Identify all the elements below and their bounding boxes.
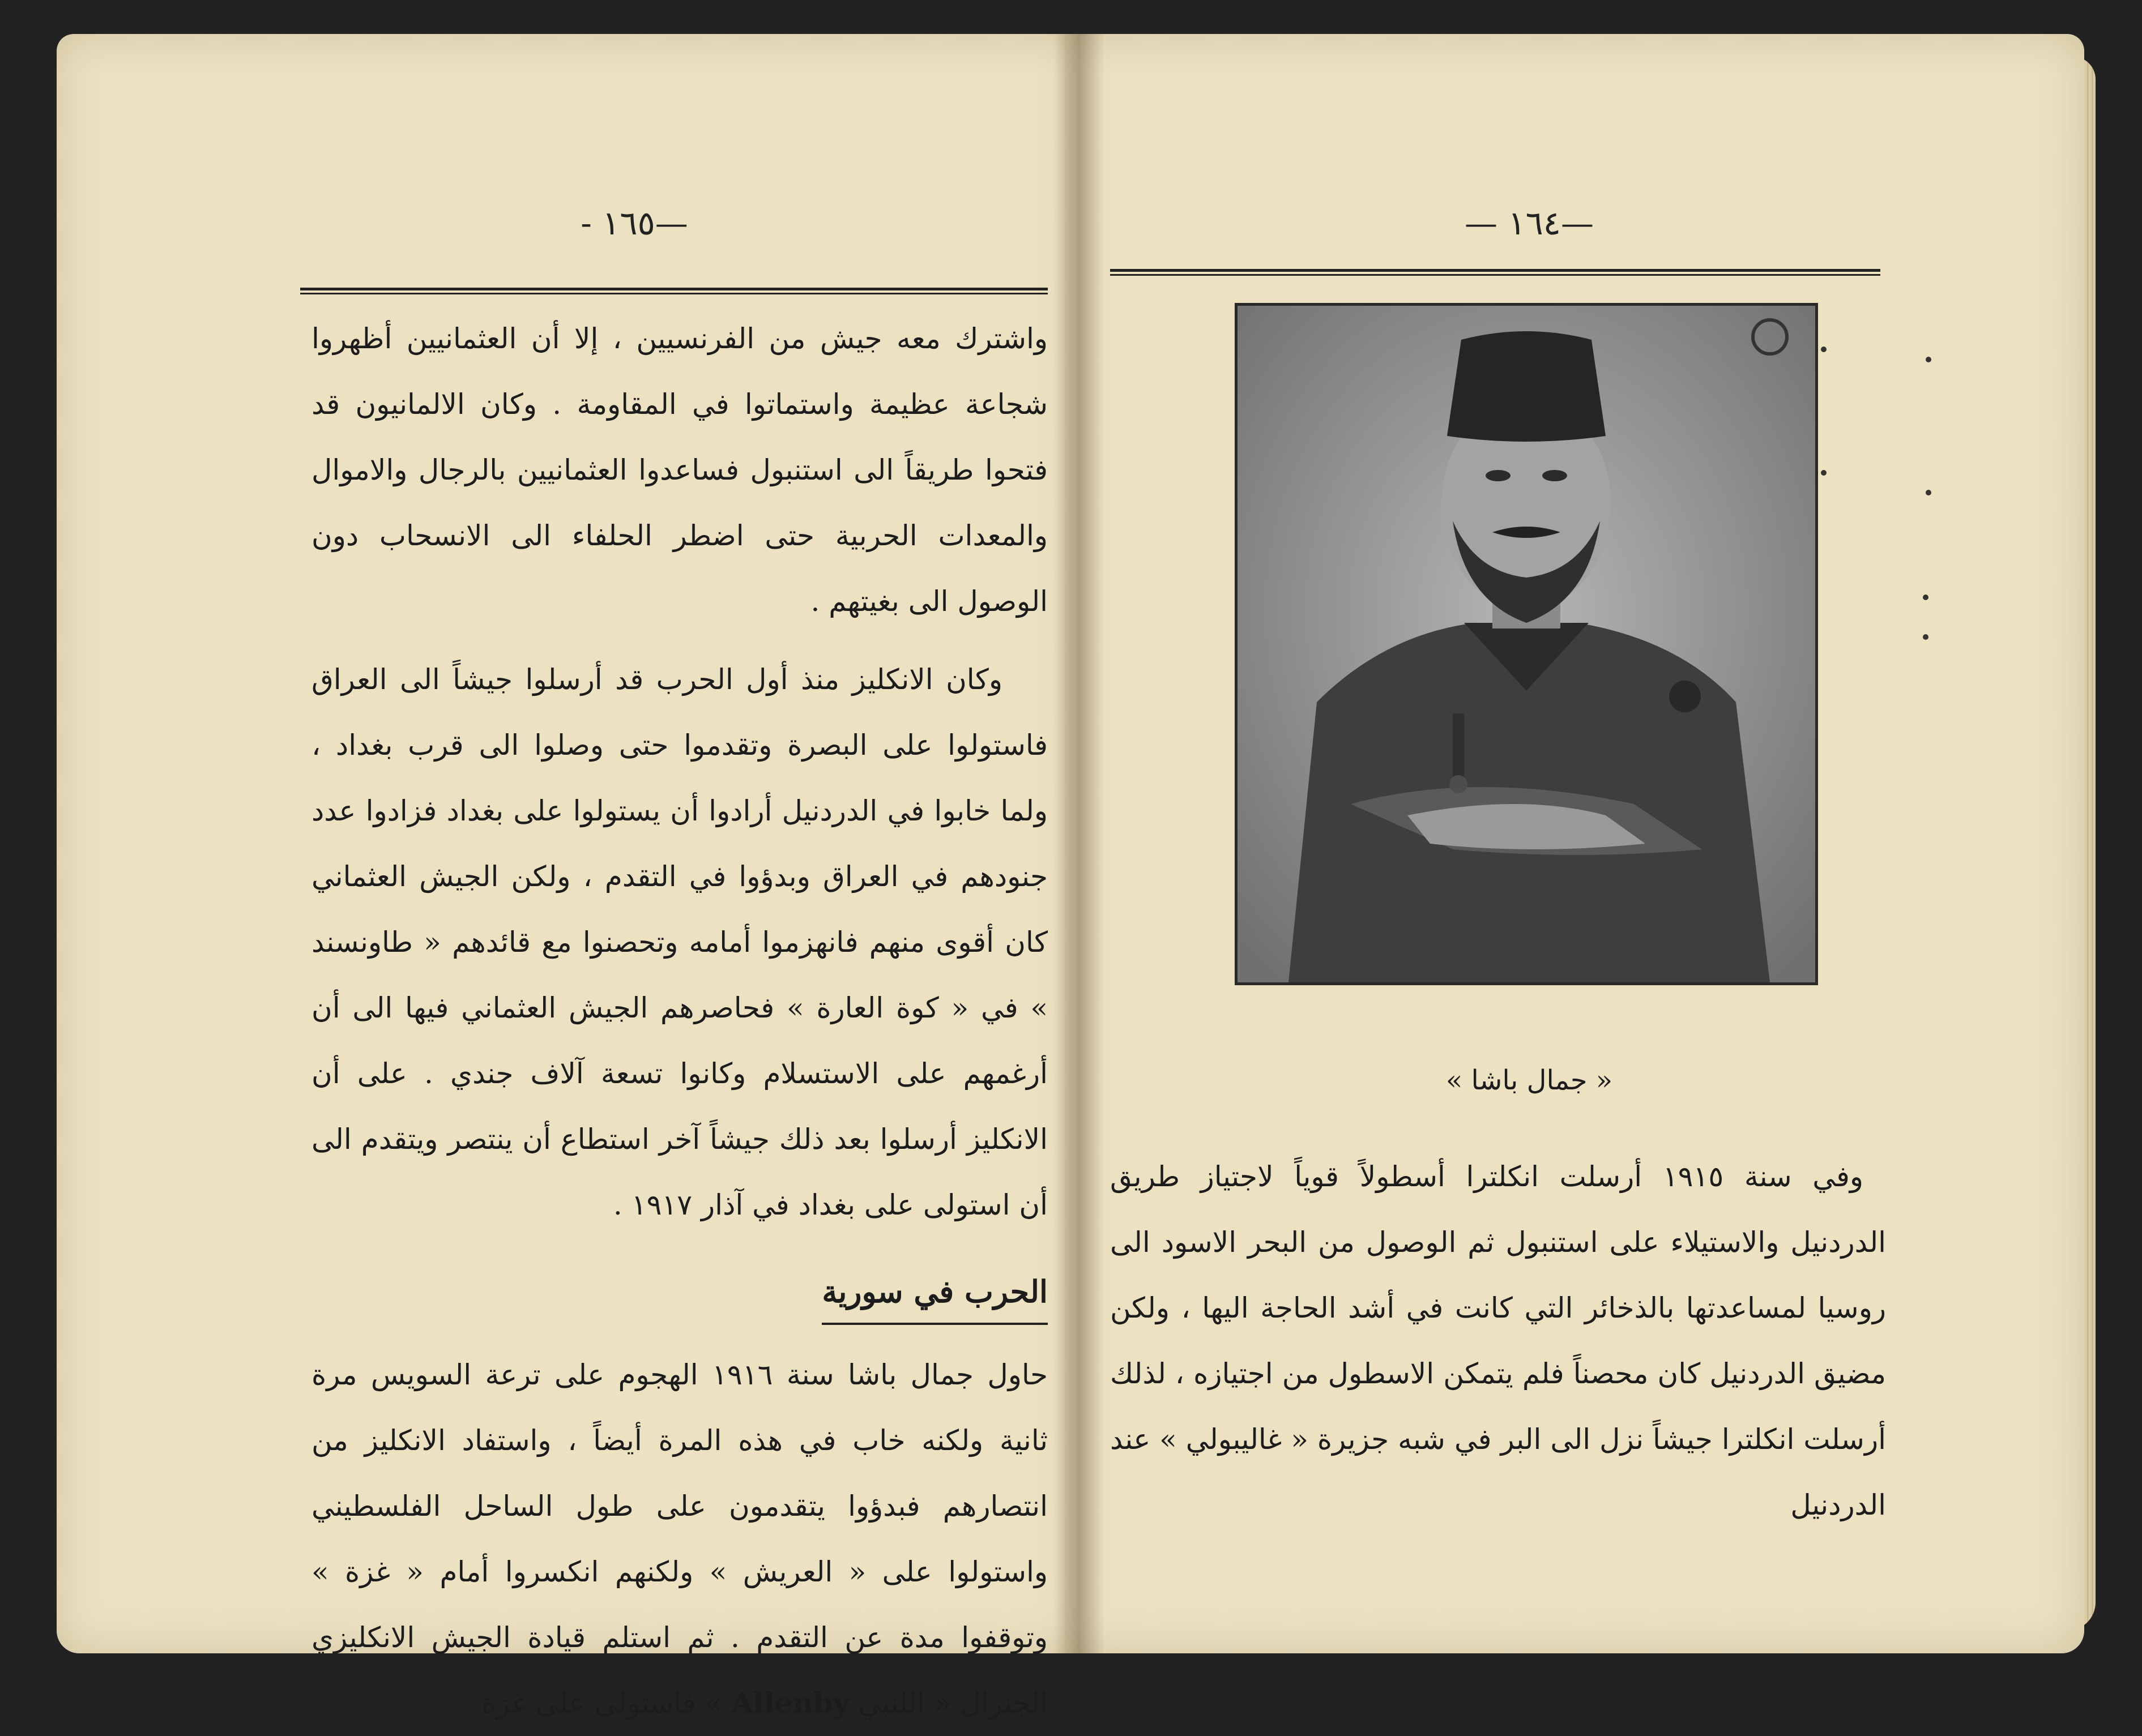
- left-paragraph-2: وكان الانكليز منذ أول الحرب قد أرسلوا جيشاً الى العراق فاستولوا على البصرة وتقدموا حتى وصلوا الى قرب بغداد ، ولما خابوا في الدردنيل أرادوا أن يستولوا على بغداد فزادوا عدد جنودهم في العراق وبدؤوا في التقدم ، ولكن الجيش العثماني كان أقوى منهم فانهزموا أمامه وتحصنوا مع قائدهم « طاونسند » في « كوة العارة » فحاصرهم الجيش العثماني فيها الى أن أرغمهم على الاستسلام وكانوا تسعة آلاف جندي . على أن الانكليز أرسلوا بعد ذلك جيشاً آخر استطاع أن ينتصر ويتقدم الى أن استولى على بغداد في آذار ١٩١٧ .: [312, 663, 1048, 1221]
- left-paragraph-1: واشترك معه جيش من الفرنسيين ، إلا أن العثمانيين أظهروا شجاعة عظيمة واستماتوا في المقاومة . وكان الالمانيون قد فتحوا طريقاً الى استنبول فساعدوا العثمانيين بالرجال والاموال والمعدات الحربية حتى اضطر الحلفاء الى الانسحاب دون الوصول الى بغيتهم .: [312, 322, 1048, 618]
- latin-name-allenby: Allenby: [731, 1686, 850, 1720]
- left-header-rule: [300, 288, 1048, 294]
- ink-speck: [1821, 347, 1827, 352]
- right-header-rule: [1110, 269, 1880, 276]
- left-text-block: [312, 306, 1048, 1736]
- paragraph-3-text-a: حاول جمال باشا سنة ١٩١٦ الهجوم على ترعة السويس مرة ثانية ولكنه خاب في هذه المرة أيضاً ، واستفاد الانكليز من انتصارهم فبدؤوا يتقدمون على طول الساحل الفلسطيني واستولوا على « العريش » ولكنهم انكسروا أمام « غزة » وتوقفوا مدة عن التقدم . ثم استلم قيادة الجيش الانكليزي الجنرال « اللنبي: [312, 1358, 1048, 1720]
- left-page-number: —١٦٥ -: [581, 204, 688, 242]
- right-page-number: —١٦٤ —: [1465, 204, 1594, 242]
- right-page: [1065, 34, 2084, 1653]
- ink-speck: [1821, 470, 1827, 476]
- portrait-illustration: [1238, 306, 1815, 982]
- book-gutter: [1053, 34, 1104, 1653]
- ink-speck: [1926, 357, 1931, 362]
- paragraph-3-text-b: » فاستولى على غزة: [481, 1687, 722, 1720]
- ink-speck: [1926, 490, 1931, 495]
- right-text-block: [1110, 1144, 1886, 1538]
- left-page: [57, 34, 1082, 1720]
- ink-speck: [1923, 595, 1928, 600]
- right-paragraph-1: وفي سنة ١٩١٥ أرسلت انكلترا أسطولاً قوياً لاجتياز طريق الدردنيل والاستيلاء على استنبول ثم الوصول من البحر الاسود الى روسيا لمساعدتها بالذخائر التي كانت في أشد الحاجة اليها ، ولكن مضيق الدردنيل كان محصناً فلم يتمكن الاسطول من اجتيازه ، لذلك أرسلت انكلترا جيشاً نزل الى البر في شبه جزيرة « غاليبولي » عند الدردنيل: [1110, 1160, 1886, 1521]
- open-book: [34, 34, 2107, 1720]
- photo-caption: « جمال باشا »: [1445, 1064, 1613, 1096]
- portrait-photo: [1235, 303, 1818, 985]
- ink-speck: [1923, 634, 1928, 640]
- section-heading: الحرب في سورية: [822, 1260, 1048, 1325]
